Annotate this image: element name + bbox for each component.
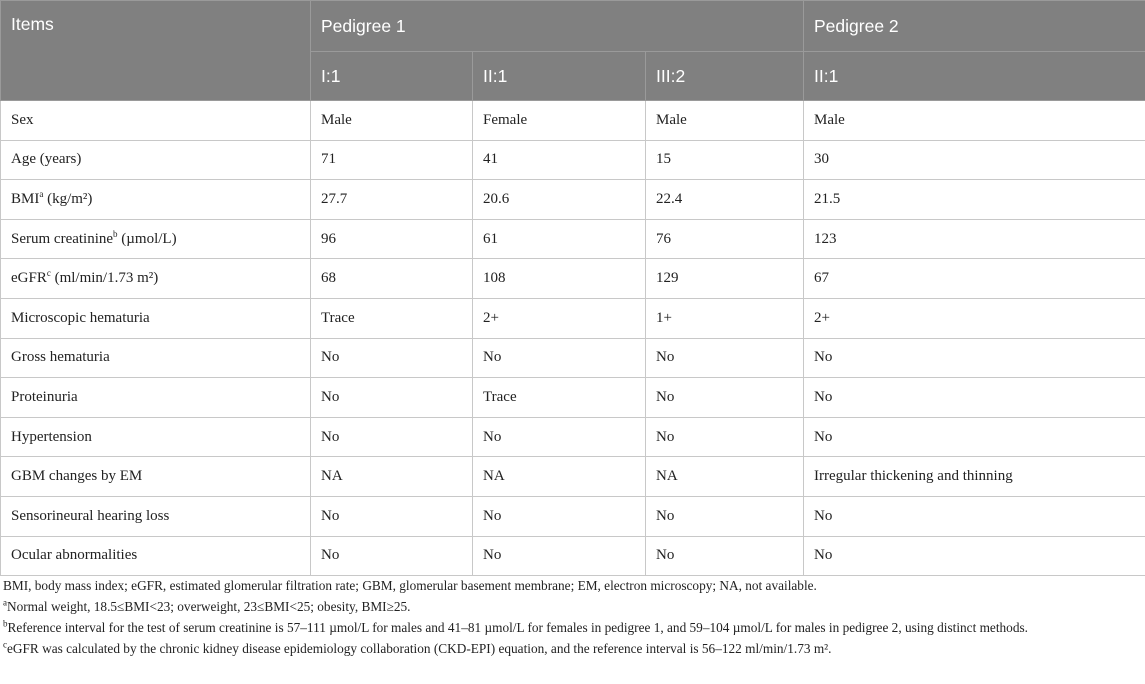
footnote-a bbox=[3, 598, 1138, 615]
value-cell: 68 bbox=[311, 259, 473, 299]
value-cell: NA bbox=[646, 457, 804, 497]
value-cell: No bbox=[311, 378, 473, 418]
value-cell: No bbox=[311, 417, 473, 457]
row-label-cell bbox=[1, 378, 311, 418]
value-cell: 2+ bbox=[473, 298, 646, 338]
value-cell: 22.4 bbox=[646, 180, 804, 220]
row-label-cell bbox=[1, 298, 311, 338]
value-cell: No bbox=[311, 536, 473, 576]
table-footnotes bbox=[0, 577, 1138, 661]
footnote-mark: b bbox=[3, 618, 8, 629]
table-row bbox=[1, 140, 1145, 180]
footnote-text: Normal weight, 18.5≤BMI<23; overweight, 23≤BMI<25; obesity, BMI≥25. bbox=[7, 599, 411, 614]
footnote-mark: c bbox=[46, 268, 51, 279]
subheader-cell: II:1 bbox=[473, 52, 646, 101]
value-cell: No bbox=[646, 378, 804, 418]
row-label-cell bbox=[1, 536, 311, 576]
value-cell: Male bbox=[804, 101, 1145, 141]
row-label-cell bbox=[1, 496, 311, 536]
value-cell: 27.7 bbox=[311, 180, 473, 220]
row-label: Ocular abnormalities bbox=[11, 547, 138, 564]
table-row bbox=[1, 180, 1145, 220]
footnote-abbreviations: BMI, body mass index; eGFR, estimated glomerular filtration rate; GBM, glomerular basement membrane; EM, electron microscopy; NA, not available. bbox=[3, 578, 817, 593]
row-label-cell bbox=[1, 101, 311, 141]
value-cell: No bbox=[473, 496, 646, 536]
table-row bbox=[1, 378, 1145, 418]
value-cell: 61 bbox=[473, 219, 646, 259]
value-cell: Irregular thickening and thinning bbox=[804, 457, 1145, 497]
row-unit: (kg/m²) bbox=[43, 190, 93, 207]
row-label-cell bbox=[1, 180, 311, 220]
footnote-mark: c bbox=[3, 639, 7, 650]
footnote-b bbox=[3, 619, 1138, 636]
table-row bbox=[1, 259, 1145, 299]
value-cell: No bbox=[804, 338, 1145, 378]
row-label: BMI bbox=[11, 190, 40, 207]
value-cell: Male bbox=[646, 101, 804, 141]
row-label: eGFR bbox=[11, 270, 47, 287]
row-unit: (ml/min/1.73 m²) bbox=[50, 270, 159, 287]
value-cell: No bbox=[804, 378, 1145, 418]
footnote-text: Reference interval for the test of serum creatinine is 57–111 µmol/L for males and 41–81 µmol/L for females in pedigree 1, and 59–104 µmol/L for males in pedigree 2, using distinct methods. bbox=[7, 620, 1028, 635]
footnote-c bbox=[3, 640, 1138, 657]
footnote-mark: a bbox=[39, 188, 44, 199]
table-row bbox=[1, 101, 1145, 141]
value-cell: No bbox=[646, 417, 804, 457]
row-label-cell bbox=[1, 140, 311, 180]
value-cell: 30 bbox=[804, 140, 1145, 180]
subheader-cell: I:1 bbox=[311, 52, 473, 101]
value-cell: NA bbox=[473, 457, 646, 497]
table-header bbox=[1, 1, 1145, 101]
row-label: Gross hematuria bbox=[11, 349, 110, 366]
footnote-text: eGFR was calculated by the chronic kidney disease epidemiology collaboration (CKD-EPI) equation, and the reference interval is 56–122 ml/min/1.73 m². bbox=[7, 641, 832, 656]
value-cell: 71 bbox=[311, 140, 473, 180]
row-label-cell bbox=[1, 259, 311, 299]
value-cell: No bbox=[473, 536, 646, 576]
row-label: Proteinuria bbox=[11, 388, 78, 405]
value-cell: NA bbox=[311, 457, 473, 497]
value-cell: No bbox=[473, 417, 646, 457]
table-row bbox=[1, 457, 1145, 497]
row-label: Sex bbox=[11, 111, 34, 128]
value-cell: Trace bbox=[473, 378, 646, 418]
value-cell: 2+ bbox=[804, 298, 1145, 338]
table-row bbox=[1, 496, 1145, 536]
subheader-cell: II:1 bbox=[804, 52, 1145, 101]
row-label-cell bbox=[1, 457, 311, 497]
header-items: Items bbox=[1, 1, 311, 101]
value-cell: 21.5 bbox=[804, 180, 1145, 220]
row-label: Sensorineural hearing loss bbox=[11, 507, 170, 524]
footnote-mark: a bbox=[3, 597, 7, 608]
header-pedigree-2: Pedigree 2 bbox=[804, 1, 1145, 52]
row-label-cell bbox=[1, 338, 311, 378]
row-label: Serum creatinine bbox=[11, 230, 114, 247]
value-cell: 41 bbox=[473, 140, 646, 180]
table-row bbox=[1, 219, 1145, 259]
value-cell: No bbox=[311, 496, 473, 536]
row-label: Age (years) bbox=[11, 151, 82, 168]
value-cell: No bbox=[804, 417, 1145, 457]
value-cell: 20.6 bbox=[473, 180, 646, 220]
table-row bbox=[1, 417, 1145, 457]
row-label-cell bbox=[1, 417, 311, 457]
value-cell: No bbox=[646, 536, 804, 576]
table-row bbox=[1, 298, 1145, 338]
value-cell: Female bbox=[473, 101, 646, 141]
table-body bbox=[1, 101, 1145, 576]
value-cell: 123 bbox=[804, 219, 1145, 259]
subheader-cell: III:2 bbox=[646, 52, 804, 101]
value-cell: 129 bbox=[646, 259, 804, 299]
row-label: GBM changes by EM bbox=[11, 468, 143, 485]
value-cell: 108 bbox=[473, 259, 646, 299]
table-row bbox=[1, 338, 1145, 378]
value-cell: No bbox=[646, 496, 804, 536]
footnote-mark: b bbox=[113, 228, 118, 239]
value-cell: 76 bbox=[646, 219, 804, 259]
value-cell: 1+ bbox=[646, 298, 804, 338]
value-cell: 15 bbox=[646, 140, 804, 180]
value-cell: No bbox=[646, 338, 804, 378]
value-cell: No bbox=[804, 496, 1145, 536]
row-unit: (µmol/L) bbox=[117, 230, 177, 247]
value-cell: Male bbox=[311, 101, 473, 141]
value-cell: 67 bbox=[804, 259, 1145, 299]
value-cell: No bbox=[311, 338, 473, 378]
table-row bbox=[1, 536, 1145, 576]
header-pedigree-1: Pedigree 1 bbox=[311, 1, 804, 52]
row-label-cell bbox=[1, 219, 311, 259]
value-cell: Trace bbox=[311, 298, 473, 338]
value-cell: No bbox=[473, 338, 646, 378]
value-cell: No bbox=[804, 536, 1145, 576]
row-label: Hypertension bbox=[11, 428, 92, 445]
row-label: Microscopic hematuria bbox=[11, 309, 150, 326]
value-cell: 96 bbox=[311, 219, 473, 259]
